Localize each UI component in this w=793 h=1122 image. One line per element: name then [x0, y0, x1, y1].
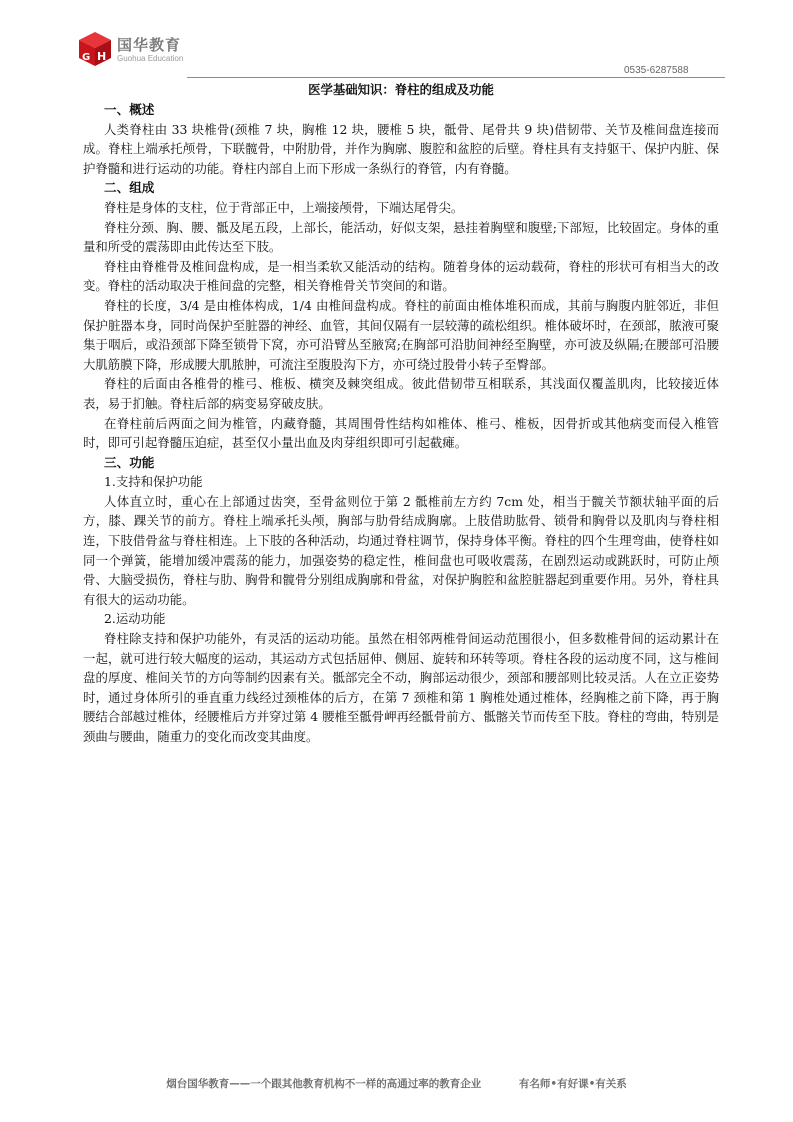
document-title: 医学基础知识：脊柱的组成及功能 — [308, 82, 494, 97]
logo-english-name: Guohua Education — [117, 54, 184, 63]
svg-text:G: G — [82, 52, 91, 63]
header-divider — [187, 77, 725, 78]
phone-number: 0535-6287588 — [624, 65, 689, 76]
logo-chinese-name: 国华教育 — [117, 36, 182, 54]
brand-logo — [78, 31, 208, 71]
paragraph: 在脊柱前后两面之间为椎管，内藏脊髓，其周围骨性结构如椎体、椎弓、椎板，因骨折或其他病变而侵入椎管时，即可引起脊髓压迫症，甚至仅小量出血及肉芽组织即可引起截瘫。 — [83, 415, 719, 451]
cube-logo-icon — [78, 31, 112, 67]
section-heading-overview: 一、概述 — [104, 102, 155, 117]
paragraph: 脊柱的长度，3/4 是由椎体构成，1/4 由椎间盘构成。脊柱的前面由椎体堆积而成，其前与胸腹内脏邻近，非但保护脏器本身，同时尚保护至脏器的神经、血管，其间仅隔有一层较薄的疏松组织。椎体破坏时，在颈部，脓液可聚集于咽后，或沿颈部下降至锁骨下窝，亦可沿臂丛至腋窝;在胸部可沿肋间神经至胸壁，亦可波及纵隔;在腰部可沿腰大肌筋膜下降，形成腰大肌脓肿，可流注至腹股沟下方，亦可绕过股骨小转子至臀部。 — [83, 297, 719, 372]
section-heading-function: 三、功能 — [104, 454, 155, 470]
section-heading-composition: 二、组成 — [104, 180, 155, 196]
paragraph: 人体直立时，重心在上部通过齿突，至骨盆则位于第 2 骶椎前左方约 7cm 处，相当于髋关节额状轴平面的后方，膝、踝关节的前方。脊柱上端承托头颅，胸部与肋骨结成胸廓。上肢借助肱骨、锁骨和胸骨以及肌肉与脊柱相连，下肢借骨盆与脊柱相连。上下肢的各种活动，均通过脊柱调节，保持身体平衡。脊柱的四个生理弯曲，使脊柱如同一个弹簧，能增加缓冲震荡的能力，加强姿势的稳定性，椎间盘也可吸收震荡，在剧烈运动或跳跃时，可防止颅骨、大脑受损伤，脊柱与肋、胸骨和髋骨分别组成胸廓和骨盆，对保护胸腔和盆腔脏器起到重要作用。另外，脊柱具有很大的运动功能。 — [83, 493, 719, 607]
paragraph: 脊柱分颈、胸、腰、骶及尾五段，上部长，能活动，好似支架，悬挂着胸壁和腹壁;下部短，比较固定。身体的重量和所受的震荡即由此传达至下肢。 — [83, 219, 719, 255]
footer-tagline: 烟台国华教育——一个跟其他教育机构不一样的高通过率的教育企业 — [166, 1078, 482, 1090]
footer-slogan: 有名师•有好课•有关系 — [518, 1078, 627, 1090]
paragraph: 人类脊柱由 33 块椎骨(颈椎 7 块，胸椎 12 块，腰椎 5 块，骶骨、尾骨共 9 块)借韧带、关节及椎间盘连接而成。脊柱上端承托颅骨，下联髋骨，中附肋骨，并作为胸廓、腹腔和盆腔的后壁。脊柱具有支持躯干、保护内脏、保护脊髓和进行运动的功能。脊柱内部自上而下形成一条纵行的脊管，内有脊髓。 — [83, 121, 719, 176]
page-footer — [0, 1076, 793, 1091]
svg-text:H: H — [97, 50, 107, 63]
paragraph: 脊柱除支持和保护功能外，有灵活的运动功能。虽然在相邻两椎骨间运动范围很小，但多数椎骨间的运动累计在一起，就可进行较大幅度的运动，其运动方式包括屈伸、侧屈、旋转和环转等项。脊柱各段的运动度不同，这与椎间盘的厚度、椎间关节的方向等制约因素有关。骶部完全不动，胸部运动很少，颈部和腰部则比较灵活。人在立正姿势时，通过身体所引的垂直重力线经过颈椎体的后方，在第 7 颈椎和第 1 胸椎处通过椎体，经胸椎之前下降，再于胸腰结合部越过椎体，经腰椎后方并穿过第 4 腰椎至骶骨岬再经骶骨前方、骶髂关节而传至下肢。脊柱的弯曲，特别是颈曲与腰曲，随重力的变化而改变其曲度。 — [83, 631, 719, 744]
paragraph: 脊柱由脊椎骨及椎间盘构成，是一相当柔软又能活动的结构。随着身体的运动载荷，脊柱的形状可有相当大的改变。脊柱的活动取决于椎间盘的完整，相关脊椎骨关节突间的和谐。 — [83, 258, 719, 294]
document-body — [83, 80, 719, 747]
paragraph: 脊柱的后面由各椎骨的椎弓、椎板、横突及棘突组成。彼此借韧带互相联系，其浅面仅覆盖肌肉，比较接近体表，易于扪触。脊柱后部的病变易穿破皮肤。 — [83, 376, 719, 411]
paragraph: 脊柱是身体的支柱，位于背部正中，上端接颅骨，下端达尾骨尖。 — [104, 199, 464, 215]
subsection-heading-movement: 2.运动功能 — [104, 611, 166, 627]
subsection-heading-support: 1.支持和保护功能 — [104, 474, 203, 490]
